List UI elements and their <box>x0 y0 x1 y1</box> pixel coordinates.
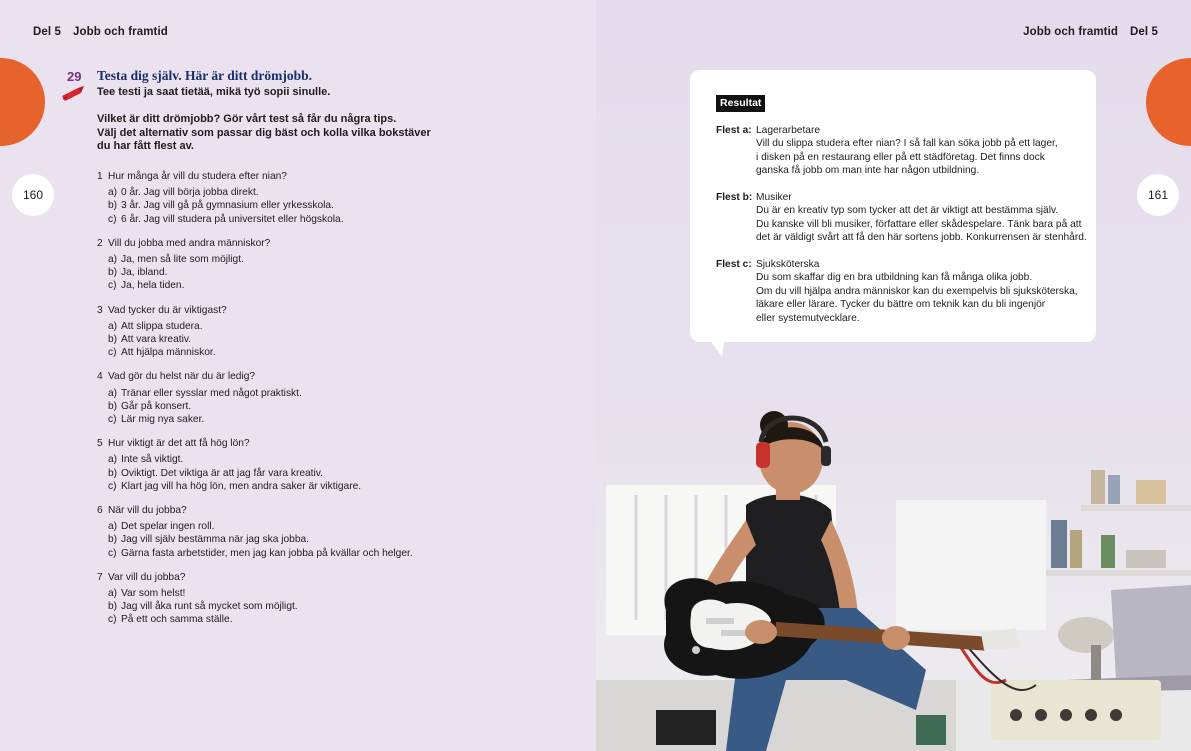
answer-option <box>108 533 427 546</box>
option-text: Tränar eller sysslar med något praktiskt. <box>121 387 302 399</box>
answer-option <box>108 199 427 212</box>
option-letter: b) <box>108 200 118 212</box>
question-number: 6 <box>97 505 103 517</box>
result-text <box>756 258 1091 325</box>
answer-option <box>108 600 427 613</box>
answer-option <box>108 467 427 480</box>
option-letter: a) <box>108 254 118 266</box>
intro-line: du har fått flest av. <box>97 140 194 152</box>
chapter-title: Jobb och framtid <box>1023 26 1118 38</box>
option-text: Att hjälpa människor. <box>121 347 216 359</box>
option-text: Klart jag vill ha hög lön, men andra saker är viktigare. <box>121 480 362 492</box>
option-text: Jag vill åka runt så mycket som möjligt. <box>121 601 298 613</box>
chapter-title: Jobb och framtid <box>73 26 168 38</box>
option-letter: c) <box>108 347 117 359</box>
exercise-number: 29 <box>67 69 82 84</box>
part-label: Del 5 <box>1130 26 1158 38</box>
question-text: Vad tycker du är viktigast? <box>108 304 227 316</box>
question-list <box>97 170 427 638</box>
question-title <box>97 437 427 450</box>
option-text: Jag vill själv bestämma när jag ska jobba. <box>121 534 309 546</box>
running-head-right <box>1023 26 1158 38</box>
question-text: Vill du jobba med andra människor? <box>108 237 271 249</box>
question-title <box>97 571 427 584</box>
question-title <box>97 237 427 250</box>
option-letter: c) <box>108 213 117 225</box>
question-number: 3 <box>97 304 103 316</box>
result-text <box>756 124 1091 178</box>
option-text: Ja, hela tiden. <box>121 280 185 292</box>
option-text: Ja, ibland. <box>121 267 168 279</box>
option-letter: a) <box>108 187 118 199</box>
option-letter: b) <box>108 334 118 346</box>
result-line: Du är en kreativ typ som tycker att det är viktigt att bestämma själv. <box>756 205 1059 217</box>
result-badge: Resultat <box>716 95 765 112</box>
result-label: Flest c: <box>716 259 752 270</box>
option-text: Att slippa studera. <box>121 320 203 332</box>
option-letter: a) <box>108 320 118 332</box>
option-letter: a) <box>108 588 118 600</box>
answer-option <box>108 413 427 426</box>
result-label: Flest b: <box>716 192 753 203</box>
answer-option <box>108 333 427 346</box>
question <box>97 237 427 293</box>
answer-options <box>97 587 427 627</box>
option-letter: b) <box>108 467 118 479</box>
option-letter: b) <box>108 534 118 546</box>
question-number: 5 <box>97 438 103 450</box>
option-text: 6 år. Jag vill studera på universitet eller högskola. <box>121 213 344 225</box>
answer-option <box>108 520 427 533</box>
answer-options <box>97 520 427 560</box>
answer-options <box>97 186 427 226</box>
answer-option <box>108 613 427 626</box>
question-number: 4 <box>97 371 103 383</box>
exercise-intro <box>97 113 437 154</box>
result-line: läkare eller lärare. Tycker du bättre om teknik kan du bli ingenjör <box>756 299 1046 311</box>
result-box <box>690 70 1096 342</box>
option-text: 0 år. Jag vill börja jobba direkt. <box>121 187 259 199</box>
option-text: Var som helst! <box>121 588 186 600</box>
result-line: ganska få jobb om man inte har någon utbildning. <box>756 165 980 177</box>
question <box>97 170 427 226</box>
question <box>97 571 427 627</box>
result-line: Vill du slippa studera efter nian? I så fall kan söka jobb på ett lager, <box>756 138 1058 150</box>
option-letter: a) <box>108 387 118 399</box>
answer-option <box>108 547 427 560</box>
option-letter: b) <box>108 267 118 279</box>
question-text: Hur viktigt är det att få hög lön? <box>108 438 250 450</box>
option-text: Det spelar ingen roll. <box>121 521 215 533</box>
question <box>97 304 427 360</box>
question <box>97 504 427 560</box>
option-letter: a) <box>108 521 118 533</box>
page-number-right: 161 <box>1137 174 1179 216</box>
answer-options <box>97 253 427 293</box>
question-text: Vad gör du helst när du är ledig? <box>108 371 256 383</box>
option-text: Inte så viktigt. <box>121 454 184 466</box>
result-line: Om du vill hjälpa andra människor kan du exempelvis bli sjuksköterska, <box>756 285 1078 297</box>
option-text: Gärna fasta arbetstider, men jag kan jobba på kvällar och helger. <box>121 547 413 559</box>
result-label: Flest a: <box>716 125 752 136</box>
running-head-left <box>33 26 168 38</box>
option-letter: c) <box>108 480 117 492</box>
answer-option <box>108 400 427 413</box>
question <box>97 437 427 493</box>
result-line: Lagerarbetare <box>756 125 821 136</box>
option-text: 3 år. Jag vill gå på gymnasium eller yrkesskola. <box>121 200 334 212</box>
question-number: 1 <box>97 171 103 182</box>
answer-option <box>108 213 427 226</box>
option-letter: c) <box>108 614 117 626</box>
question-text: När vill du jobba? <box>108 505 187 517</box>
exercise-title: Testa dig själv. Här är ditt drömjobb. <box>97 68 313 83</box>
question-text: Var vill du jobba? <box>108 571 186 583</box>
answer-options <box>97 453 427 493</box>
option-text: Oviktigt. Det viktiga är att jag får vara kreativ. <box>121 467 323 479</box>
question-title <box>97 370 427 383</box>
result-line: Sjuksköterska <box>756 259 820 270</box>
answer-option <box>108 480 427 493</box>
question-text: Hur många år vill du studera efter nian? <box>108 171 287 182</box>
intro-line: Välj det alternativ som passar dig bäst och kolla vilka bokstäver <box>97 126 431 139</box>
question-title <box>97 304 427 317</box>
speech-bubble-tail <box>710 340 724 358</box>
question-number: 2 <box>97 237 103 249</box>
result-line: Du kanske vill bli musiker, författare eller skådespelare. Tänk bara på att <box>756 218 1082 230</box>
result-line: Musiker <box>756 192 792 203</box>
option-text: Att vara kreativ. <box>121 334 192 346</box>
result-line: det är väldigt svårt att få den här sortens jobb. Konkurrensen är stenhård. <box>756 232 1087 244</box>
option-text: På ett och samma ställe. <box>121 614 233 626</box>
result-text <box>756 191 1091 245</box>
result-line: Du som skaffar dig en bra utbildning kan få många olika jobb. <box>756 272 1033 284</box>
question-title <box>97 504 427 517</box>
result-line: i disken på en restaurang eller på ett städföretag. Det finns dock <box>756 151 1045 163</box>
answer-option <box>108 266 427 279</box>
part-label: Del 5 <box>33 26 61 38</box>
answer-option <box>108 186 427 199</box>
answer-option <box>108 387 427 400</box>
answer-options <box>97 387 427 427</box>
option-text: Går på konsert. <box>121 400 192 412</box>
answer-option <box>108 279 427 292</box>
intro-line: Vilket är ditt drömjobb? Gör vårt test så får du några tips. <box>97 113 397 125</box>
guitarist-photo <box>596 380 1191 751</box>
option-text: Lär mig nya saker. <box>121 414 205 426</box>
answer-options <box>97 320 427 360</box>
option-text: Ja, men så lite som möjligt. <box>121 254 244 266</box>
question <box>97 370 427 426</box>
option-letter: c) <box>108 547 117 559</box>
answer-option <box>108 453 427 466</box>
question-title <box>97 170 427 183</box>
exercise-subtitle: Tee testi ja saat tietää, mikä työ sopii sinulle. <box>97 86 331 98</box>
option-letter: c) <box>108 280 117 292</box>
answer-option <box>108 253 427 266</box>
pencil-icon <box>60 86 86 102</box>
answer-option <box>108 346 427 359</box>
answer-option <box>108 320 427 333</box>
option-letter: b) <box>108 601 118 613</box>
answer-option <box>108 587 427 600</box>
question-number: 7 <box>97 571 103 583</box>
result-line: eller systemutvecklare. <box>756 312 860 324</box>
page-number-left: 160 <box>12 174 54 216</box>
option-letter: c) <box>108 414 117 426</box>
option-letter: a) <box>108 454 118 466</box>
option-letter: b) <box>108 400 118 412</box>
